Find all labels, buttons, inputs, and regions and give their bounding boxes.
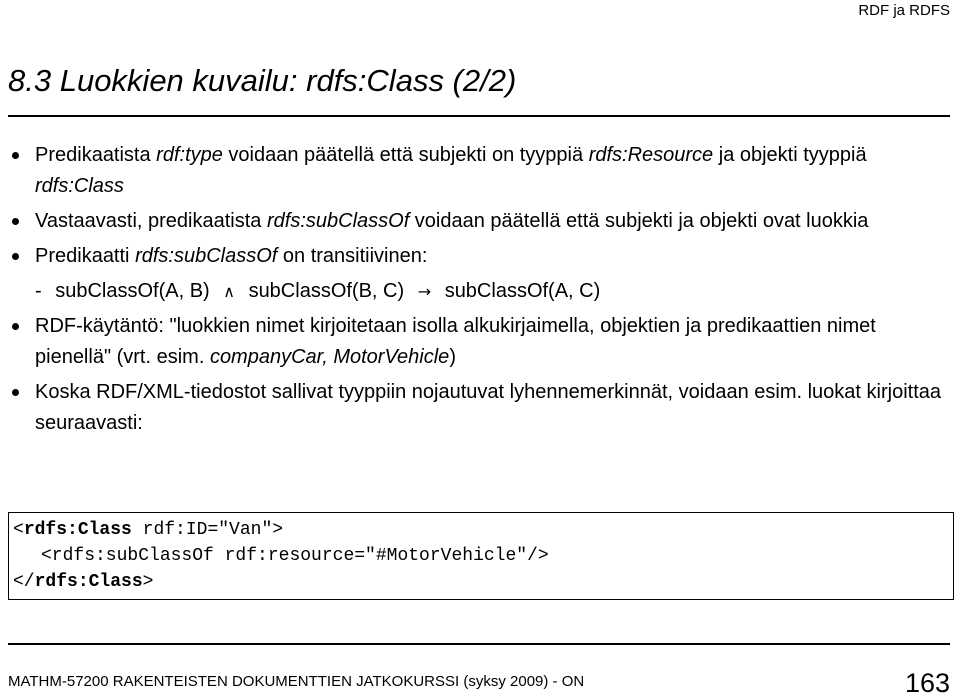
transitivity-formula: - subClassOf(A, B) ∧ subClassOf(B, C) → subClassOf(A, C) — [35, 280, 601, 302]
implies-arrow-icon: → — [417, 282, 432, 301]
bullet-item: Koska RDF/XML-tiedostot sallivat tyyppiin nojautuvat lyhennemerkinnät, voidaan esim. luokat kirjoittaa seuraavasti: — [8, 377, 950, 439]
code-example — [8, 512, 954, 600]
bullet-dot-icon — [12, 253, 19, 260]
bullet-item: Predikaatti rdfs:subClassOf on transitiivinen: — [8, 241, 950, 272]
bullet-dot-icon — [12, 152, 19, 159]
logical-and-icon: ∧ — [223, 282, 235, 301]
bullet-item: Vastaavasti, predikaatista rdfs:subClassOf voidaan päätellä että subjekti ja objekti ovat luokkia — [8, 206, 950, 237]
footer-divider — [8, 643, 950, 645]
code-line: </rdfs:Class> — [13, 572, 154, 592]
code-line: <rdfs:subClassOf rdf:resource="#MotorVehicle"/> — [41, 546, 549, 566]
bullet-item: Predikaatista rdf:type voidaan päätellä että subjekti on tyyppiä rdfs:Resource ja objekti tyyppiä rdfs:Class — [8, 140, 950, 202]
slide-body — [8, 140, 950, 443]
slide-title: 8.3 Luokkien kuvailu: rdfs:Class (2/2) — [8, 63, 517, 98]
code-line: <rdfs:Class rdf:ID="Van"> — [13, 520, 284, 540]
bullet-dot-icon — [12, 323, 19, 330]
page-number: 163 — [904, 668, 950, 698]
title-divider — [8, 115, 950, 117]
bullet-item: RDF-käytäntö: "luokkien nimet kirjoitetaan isolla alkukirjaimella, objektien ja predikaattien nimet pienellä" (vrt. esim. companyCar, MotorVehicle) — [8, 311, 950, 373]
footer-course: MATHM-57200 RAKENTEISTEN DOKUMENTTIEN JATKOKURSSI (syksy 2009) - ON — [8, 673, 585, 690]
bullet-dot-icon — [12, 389, 19, 396]
bullet-dot-icon — [12, 218, 19, 225]
running-header: RDF ja RDFS — [858, 2, 950, 19]
